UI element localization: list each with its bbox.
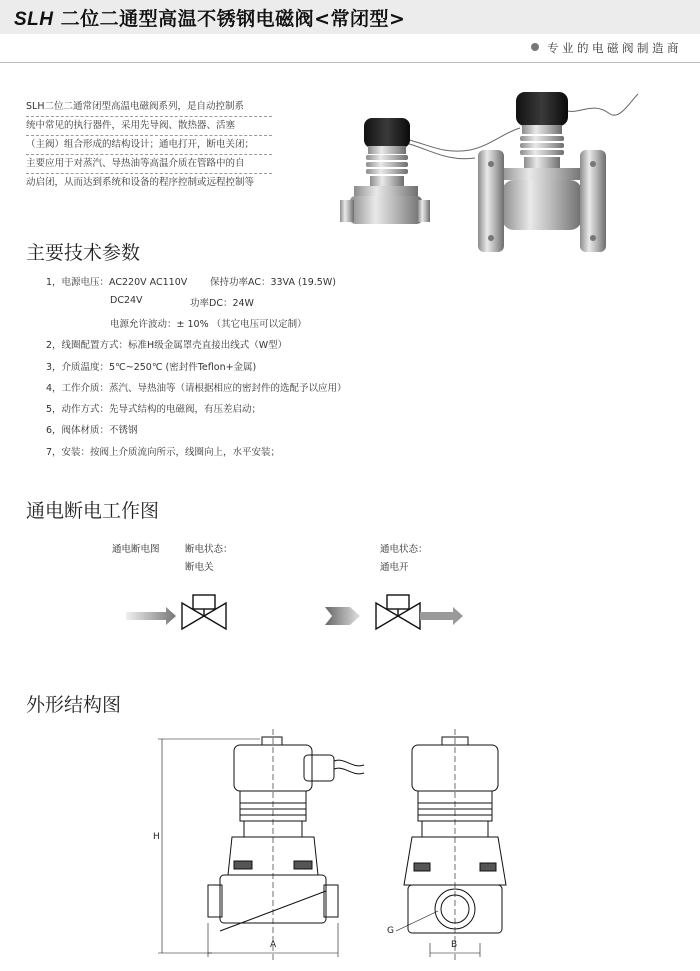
off-state-value: 断电关 (185, 562, 214, 573)
intro-line: 主要应用于对蒸汽、导热油等高温介质在管路中的自 (26, 155, 272, 174)
spec-item: 4，工作介质：蒸汽、导热油等（请根据相应的密封件的选配予以应用） (46, 383, 347, 394)
structure-drawing (140, 725, 560, 965)
brand-name: SLH (14, 9, 54, 30)
bullet-icon (531, 43, 539, 51)
spec-power-dc: 功率DC：24W (190, 298, 254, 309)
spec-voltage: 1，电源电压：AC220V AC110V (46, 277, 188, 288)
closed-valve-icon (182, 595, 226, 629)
flow-arrow-icon (420, 607, 463, 625)
tagline (531, 40, 682, 56)
on-state-title: 通电状态： (380, 544, 428, 555)
intro-paragraph (26, 98, 272, 192)
off-state-title: 断电状态： (185, 544, 233, 555)
dimension-label-a: A (270, 940, 277, 950)
operation-title: 通电断电工作图 (26, 500, 160, 522)
spec-item: 5，动作方式：先导式结构的电磁阀，有压差启动； (46, 404, 262, 415)
spec-voltage-dc: DC24V (110, 295, 143, 306)
structure-title: 外形结构图 (26, 694, 122, 716)
spec-item: 2，线圈配置方式：标准H级金属罩壳直接出线式（W型） (46, 340, 288, 351)
open-valve-icon (376, 595, 420, 629)
flow-arrow-icon (126, 607, 176, 625)
operation-diagram (120, 585, 480, 645)
dimension-label-g: G (387, 926, 394, 936)
intro-line: 统中常见的执行器件，采用先导阀、散热器、活塞 (26, 117, 272, 136)
spec-item: 6，阀体材质：不锈钢 (46, 425, 138, 436)
tagline-text: 专业的电磁阀制造商 (547, 41, 682, 55)
intro-line: SLH二位二通常闭型高温电磁阀系列，是自动控制系 (26, 98, 272, 117)
dimension-label-h: H (153, 832, 160, 842)
product-photo (330, 80, 660, 255)
flow-arrow-icon (325, 607, 360, 625)
intro-line: （主阀）组合形成的结构设计；通电打开，断电关闭； (26, 136, 272, 155)
header-divider (0, 62, 700, 63)
page-title-text: 二位二通型高温不锈钢电磁阀<常闭型> (53, 8, 406, 30)
spec-item: 7，安装：按阀上介质流向所示，线圈向上，水平安装； (46, 447, 281, 458)
on-state-value: 通电开 (380, 562, 409, 573)
dimension-label-b: B (451, 940, 458, 950)
large-valve-image (478, 92, 638, 252)
spec-fluctuation: 电源允许波动：± 10% （其它电压可以定制） (110, 319, 307, 330)
operation-left-label: 通电断电图 (112, 544, 160, 555)
spec-item: 3，介质温度：5℃~250℃ (密封件Teflon+金属) (46, 362, 257, 373)
page-title (14, 4, 405, 31)
specs-title: 主要技术参数 (26, 242, 141, 264)
intro-line: 动启闭，从而达到系统和设备的程序控制或远程控制等 (26, 177, 255, 188)
spec-power-ac: 保持功率AC：33VA (19.5W) (210, 277, 336, 288)
